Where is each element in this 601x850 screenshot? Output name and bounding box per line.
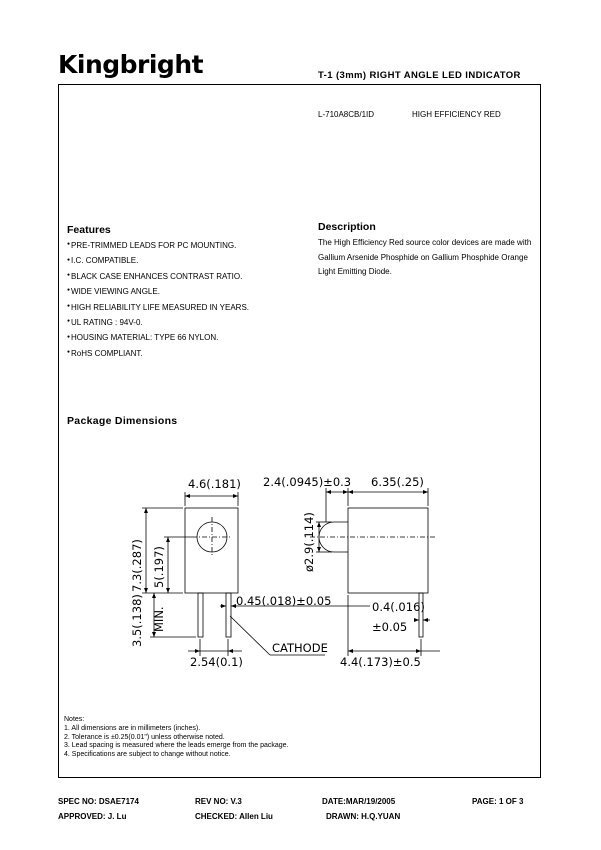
dim-center-height: 5(.197) — [152, 546, 166, 588]
side-view-body — [348, 508, 428, 593]
front-view-body — [185, 508, 238, 593]
approved-by: APPROVED: J. Lu — [58, 812, 127, 821]
note-item: 4. Specifications are subject to change without notice. — [64, 751, 231, 759]
color-description: HIGH EFFICIENCY RED — [412, 110, 501, 119]
dim-total-height: 7.3(.287) — [130, 539, 144, 592]
dim-lead-thickness-a: 0.4(.016) — [372, 600, 425, 614]
features-heading: Features — [67, 224, 111, 236]
feature-item: ● BLACK CASE ENHANCES CONTRAST RATIO. — [67, 269, 249, 284]
dim-lens-diameter: ø2.9(.114) — [302, 512, 316, 572]
dim-body-depth: 6.35(.25) — [371, 475, 424, 489]
feature-item: ● HIGH RELIABILITY LIFE MEASURED IN YEARS. — [67, 300, 249, 315]
drawn-by: DRAWN: H.Q.YUAN — [326, 812, 401, 821]
part-number: L-710A8CB/1ID — [318, 110, 375, 119]
cathode-label: CATHODE — [272, 641, 328, 655]
revision-number: REV NO: V.3 — [195, 797, 242, 806]
dim-lead-length: 3.5(.138) — [130, 594, 144, 647]
checked-by: CHECKED: Allen Liu — [195, 812, 273, 821]
document-date: DATE:MAR/19/2005 — [322, 797, 396, 806]
dim-lead-width: 0.45(.018)±0.05 — [236, 594, 332, 608]
page-number: PAGE: 1 OF 3 — [472, 797, 524, 806]
feature-item: ● PRE-TRIMMED LEADS FOR PC MOUNTING. — [67, 238, 249, 253]
spec-number: SPEC NO: DSAE7174 — [58, 797, 139, 806]
dim-lens-offset: 2.4(.0945)±0.3 — [263, 475, 352, 489]
brand-logo: Kingbright — [58, 50, 204, 79]
dim-lead-spacing: 2.54(0.1) — [190, 655, 243, 669]
notes-heading: Notes: — [64, 716, 85, 723]
package-dimensions-drawing — [120, 470, 450, 670]
feature-item: ● HOUSING MATERIAL: TYPE 66 NYLON. — [67, 330, 249, 345]
description-text: The High Efficiency Red source color devices are made with Gallium Arsenide Phosphide on Gallium Phosphide Orange Light Emitting Diode. — [318, 238, 532, 276]
dim-lead-min: MIN. — [152, 606, 166, 632]
features-list — [67, 238, 249, 361]
description-heading: Description — [318, 221, 376, 233]
feature-item: ● WIDE VIEWING ANGLE. — [67, 284, 249, 299]
feature-item: ● UL RATING : 94V-0. — [67, 315, 249, 330]
package-dimensions-heading: Package Dimensions — [67, 415, 178, 427]
dim-lead-offset: 4.4(.173)±0.5 — [340, 655, 421, 669]
note-item: 1. All dimensions are in millimeters (inches). — [64, 724, 201, 732]
note-item: 2. Tolerance is ±0.25(0.01") unless otherwise noted. — [64, 733, 225, 741]
document-title: T-1 (3mm) RIGHT ANGLE LED INDICATOR — [318, 70, 521, 81]
lead-right — [226, 593, 231, 637]
lead-left — [198, 593, 203, 637]
content-frame — [58, 84, 541, 778]
dim-body-width: 4.6(.181) — [188, 477, 241, 491]
notes — [64, 716, 289, 760]
feature-item: ● RoHS COMPLIANT. — [67, 346, 249, 361]
note-item: 3. Lead spacing is measured where the leads emerge from the package. — [64, 742, 289, 750]
dim-lead-thickness-b: ±0.05 — [372, 620, 408, 634]
feature-item: ● I.C. COMPATIBLE. — [67, 253, 249, 268]
